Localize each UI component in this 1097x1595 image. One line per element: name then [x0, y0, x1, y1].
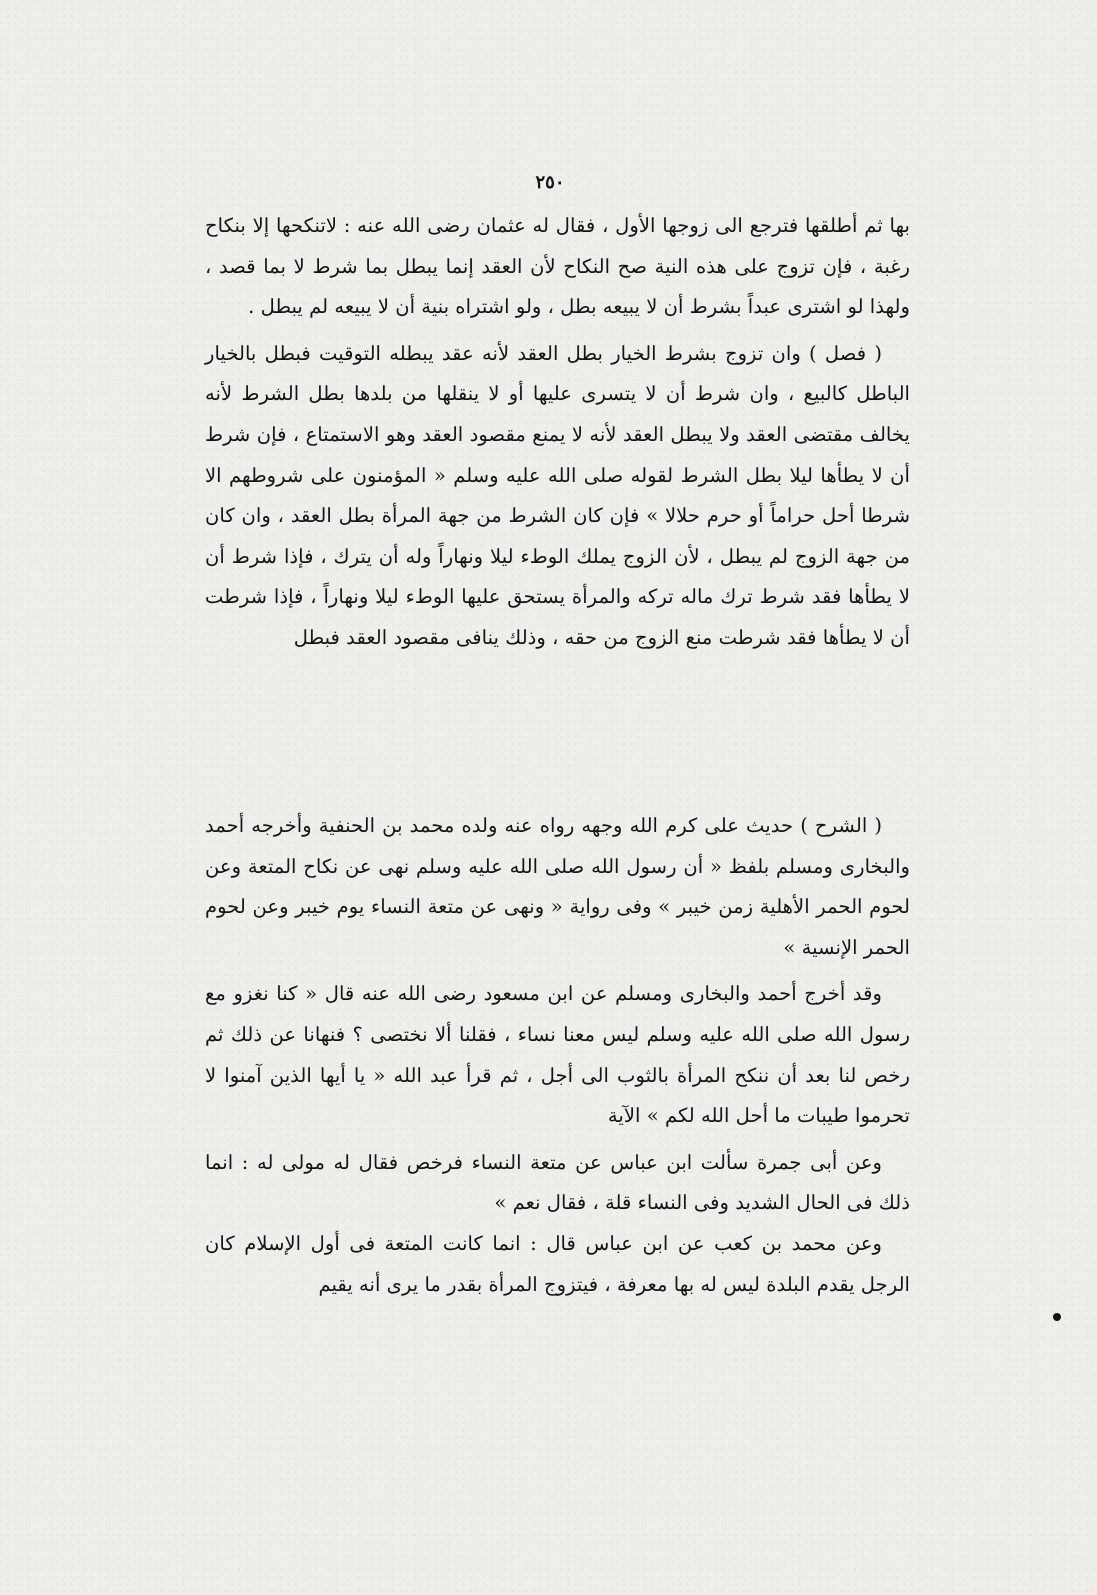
commentary-paragraph: وعن محمد بن كعب عن ابن عباس قال : انما كانت المتعة فى أول الإسلام كان الرجل يقدم البلدة ليس له بها معرفة ، فيتزوج المرأة بقدر ما يرى أنه يقيم: [205, 1231, 910, 1296]
commentary-block: [205, 806, 910, 1305]
main-text-paragraph: بها ثم أطلقها فترجع الى زوجها الأول ، فقال له عثمان رضى الله عنه : لاتنكحها إلا بنكاح رغبة ، فإن تزوج على هذه النية صح النكاح لأن العقد إنما يبطل بما شرط لا بما قصد ، ولهذا لو اشترى عبداً بشرط أن لا يبيعه بطل ، ولو اشتراه بنية أن لا يبيعه لم يبطل .: [205, 214, 910, 319]
page-number: ٢٥٠: [535, 172, 565, 193]
commentary-paragraph: وقد أخرج أحمد والبخارى ومسلم عن ابن مسعود رضى الله عنه قال « كنا نغزو مع رسول الله صلى الله عليه وسلم ليس معنا نساء ، فقلنا ألا نختصى ؟ فنهانا عن ذلك ثم رخص لنا بعد أن ننكح المرأة بالثوب الى أجل ، ثم قرأ عبد الله « يا أيها الذين آمنوا لا تحرموا طيبات ما أحل الله لكم » الآية: [205, 982, 910, 1128]
main-text-paragraph: ( فصل ) وان تزوج بشرط الخيار بطل العقد لأنه عقد يبطله التوقيت فبطل بالخيار الباطل كالبيع ، وان شرط أن لا يتسرى عليها أو لا ينقلها من بلدها بطل الشرط لأنه يخالف مقتضى العقد ولا يبطل العقد لأنه لا يمنع مقصود العقد وهو الاستمتاع ، فإن شرط أن لا يطأها ليلا بطل الشرط لقوله صلى الله عليه وسلم « المؤمنون على شروطهم الا شرطا أحل حراماً أو حرم حلالا » فإن كان الشرط من جهة المرأة بطل العقد ، وان كان من جهة الزوج لم يبطل ، لأن الزوج يملك الوطء ليلا ونهاراً وله أن يترك ، فإذا شرط أن لا يطأها فقد شرط ترك ماله تركه والمرأة يستحق عليها الوطء ليلا ونهاراً ، فإذا شرطت أن لا يطأها فقد شرطت منع الزوج من حقه ، وذلك ينافى مقصود العقد فبطل: [205, 341, 910, 649]
commentary-paragraph: ( الشرح ) حديث على كرم الله وجهه رواه عنه ولده محمد بن الحنفية وأخرجه أحمد والبخارى ومسلم بلفظ « أن رسول الله صلى الله عليه وسلم نهى عن نكاح المتعة وعن لحوم الحمر الأهلية زمن خيبر » وفى رواية « ونهى عن متعة النساء يوم خيبر وعن لحوم الحمر الإنسية »: [205, 814, 910, 959]
commentary-paragraph: وعن أبى جمرة سألت ابن عباس عن متعة النساء فرخص فقال له مولى له : انما ذلك فى الحال الشديد وفى النساء قلة ، فقال نعم »: [205, 1150, 910, 1215]
margin-ink-dot: [1053, 1313, 1061, 1321]
main-text-block: [205, 206, 910, 659]
